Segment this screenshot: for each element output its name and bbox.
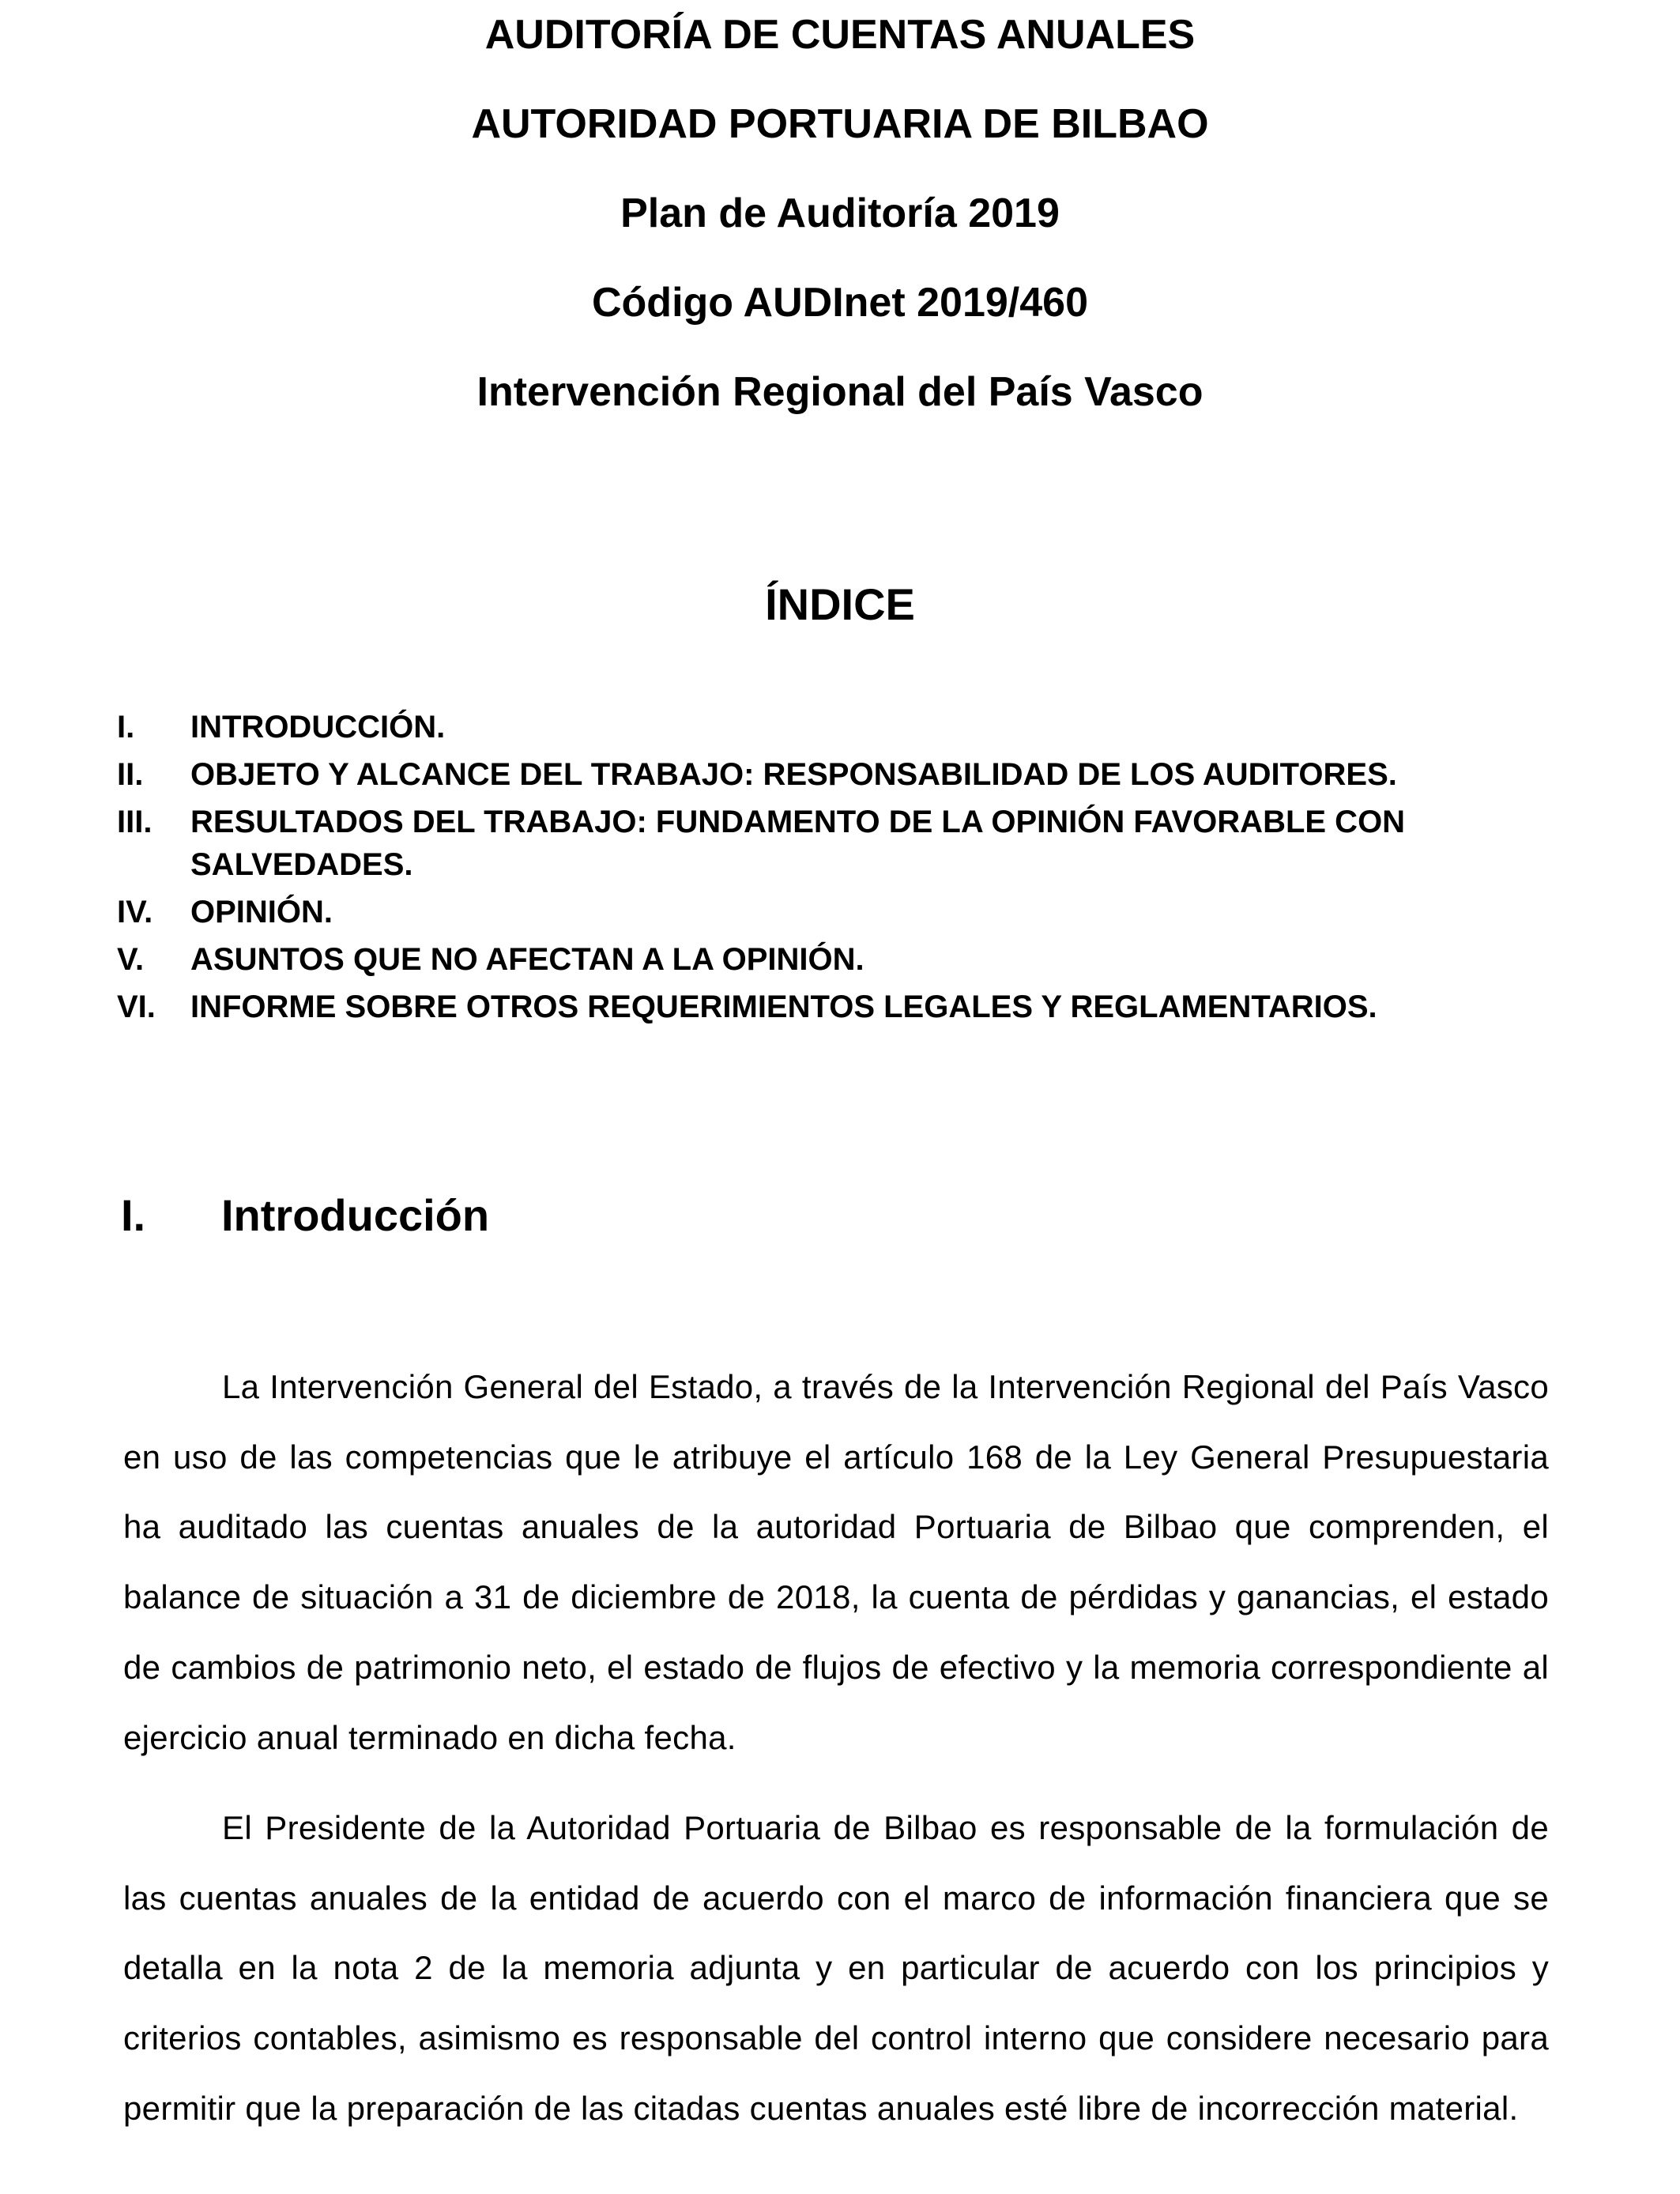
toc-item	[117, 753, 1571, 796]
toc-item-label: OBJETO Y ALCANCE DEL TRABAJO: RESPONSABILIDAD DE LOS AUDITORES.	[190, 757, 1397, 792]
toc-item-label: OPINIÓN.	[190, 895, 333, 929]
toc-item-number: II.	[117, 757, 144, 792]
title-office: Intervención Regional del País Vasco	[477, 369, 1203, 415]
title-audit: AUDITORÍA DE CUENTAS ANUALES	[484, 12, 1196, 58]
toc-item-label: ASUNTOS QUE NO AFECTAN A LA OPINIÓN.	[190, 942, 864, 977]
toc-item-number: VI.	[117, 990, 156, 1024]
section-heading	[121, 1188, 489, 1243]
toc-heading: ÍNDICE	[765, 579, 915, 629]
section-title: Introducción	[221, 1190, 490, 1240]
toc-item-number: I.	[117, 710, 135, 745]
toc-item	[117, 706, 1571, 748]
toc-item	[117, 986, 1571, 1028]
table-of-contents	[117, 706, 1571, 1033]
toc-item-label: RESULTADOS DEL TRABAJO: FUNDAMENTO DE LA OPINIÓN FAVORABLE CON SALVEDADES.	[190, 805, 1406, 882]
toc-item-label: INFORME SOBRE OTROS REQUERIMIENTOS LEGALES Y REGLAMENTARIOS.	[190, 990, 1377, 1024]
toc-item-number: IV.	[117, 895, 153, 929]
toc-item	[117, 891, 1571, 933]
toc-item-label: INTRODUCCIÓN.	[190, 710, 446, 745]
body-paragraph: El Presidente de la Autoridad Portuaria de Bilbao es responsable de la formulación de las cuentas anuales de la entidad de acuerdo con el marco de información financiera que se detalla en la nota 2 de la memoria adjunta y en particular de acuerdo con los principios y criterios contables, asimismo es responsable del control interno que considere necesario para permitir que la preparación de las citadas cuentas anuales esté libre de incorrección material.	[123, 1809, 1549, 2127]
title-code: Código AUDInet 2019/460	[591, 280, 1088, 326]
toc-item-number: III.	[117, 805, 153, 839]
body-paragraph: La Intervención General del Estado, a través de la Intervención Regional del País Vasco en uso de las competencias que le atribuye el artículo 168 de la Ley General Presupuestaria ha auditado las cuentas anuales de la autoridad Portuaria de Bilbao que comprenden, el balance de situación a 31 de diciembre de 2018, la cuenta de pérdidas y ganancias, el estado de cambios de patrimonio neto, el estado de flujos de efectivo y la memoria correspondiente al ejercicio anual terminado en dicha fecha.	[123, 1368, 1549, 1756]
title-plan: Plan de Auditoría 2019	[620, 190, 1060, 236]
toc-item	[117, 801, 1571, 886]
toc-item-number: V.	[117, 942, 145, 977]
toc-item	[117, 938, 1571, 981]
title-entity: AUTORIDAD PORTUARIA DE BILBAO	[471, 101, 1209, 147]
section-number: I.	[121, 1190, 146, 1240]
